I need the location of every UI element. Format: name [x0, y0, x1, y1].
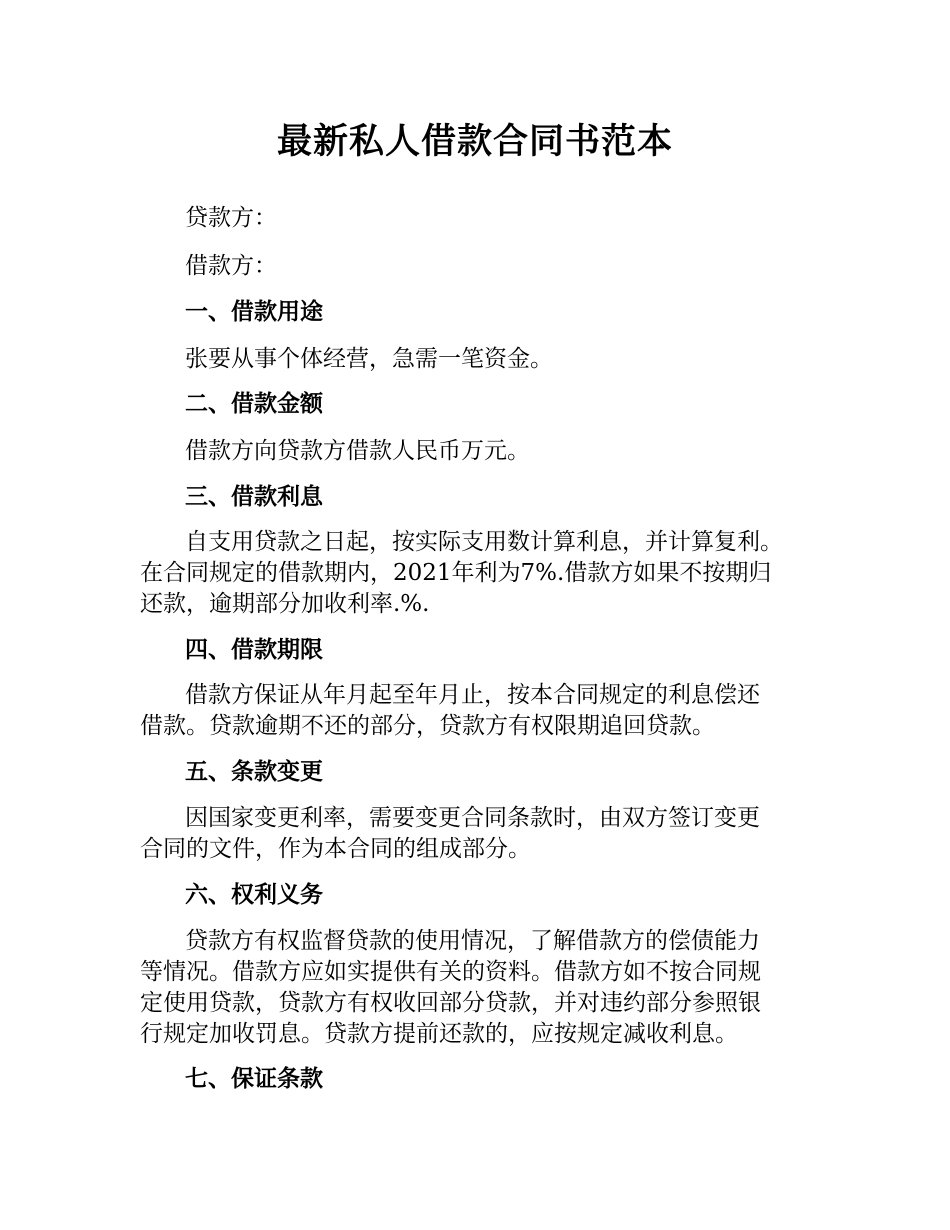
section-heading-purpose: 一、借款用途	[185, 299, 323, 325]
borrower-line: 借款方：	[185, 253, 277, 279]
section-heading-amount: 二、借款金额	[185, 391, 323, 417]
paragraph-line: 定使用贷款，贷款方有权收回部分贷款，并对违约部分参照银	[140, 990, 761, 1016]
lender-line: 贷款方：	[185, 205, 277, 231]
paragraph-line: 借款。贷款逾期不还的部分，贷款方有权限期追回贷款。	[140, 713, 715, 739]
section-heading-guarantee: 七、保证条款	[185, 1066, 323, 1092]
section-heading-changes: 五、条款变更	[185, 759, 323, 785]
section-text-amount: 借款方向贷款方借款人民币万元。	[185, 438, 530, 464]
section-heading-term: 四、借款期限	[185, 637, 323, 663]
section-paragraph-term	[140, 680, 820, 742]
paragraph-line: 贷款方有权监督贷款的使用情况，了解借款方的偿债能力	[185, 928, 760, 954]
section-text-purpose: 张要从事个体经营，急需一笔资金。	[185, 346, 553, 372]
section-paragraph-rights	[140, 926, 820, 1050]
paragraph-line: 借款方保证从年月起至年月止，按本合同规定的利息偿还	[185, 682, 760, 708]
paragraph-line: 还款，逾期部分加收利率.%.	[140, 591, 430, 617]
paragraph-line: 因国家变更利率，需要变更合同条款时，由双方签订变更	[185, 805, 760, 831]
section-heading-rights: 六、权利义务	[185, 882, 323, 908]
document-title: 最新私人借款合同书范本	[276, 122, 673, 162]
paragraph-line: 自支用贷款之日起，按实际支用数计算利息，并计算复利。	[185, 529, 783, 555]
paragraph-line: 合同的文件，作为本合同的组成部分。	[140, 836, 531, 862]
section-paragraph-interest	[140, 527, 820, 620]
paragraph-line: 在合同规定的借款期内，2021年利为7%.借款方如果不按期归	[140, 560, 772, 586]
paragraph-line: 行规定加收罚息。贷款方提前还款的，应按规定减收利息。	[140, 1021, 738, 1047]
paragraph-line: 等情况。借款方应如实提供有关的资料。借款方如不按合同规	[140, 959, 761, 985]
section-paragraph-changes	[140, 803, 820, 865]
section-heading-interest: 三、借款利息	[185, 484, 323, 510]
